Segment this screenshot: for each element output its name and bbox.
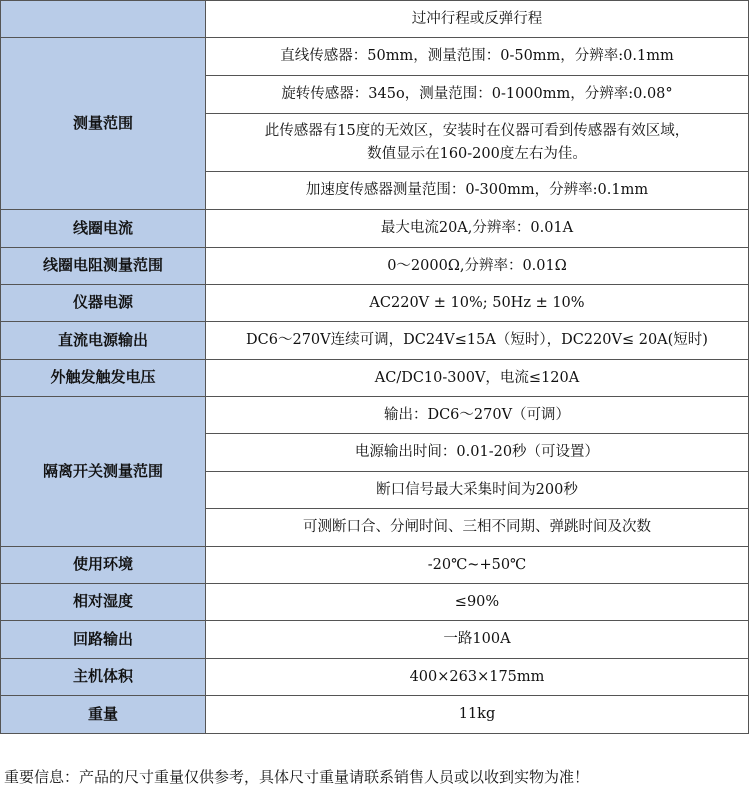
row-label-host-volume: 主机体积	[1, 659, 206, 696]
row-label-instrument-power: 仪器电源	[1, 285, 206, 322]
invalid-zone-line-2: 数值显示在160-200度左右为佳。	[367, 145, 587, 162]
row-label-humidity: 相对湿度	[1, 584, 206, 621]
value-trigger-voltage: AC/DC10-300V，电流≤120A	[206, 360, 749, 397]
row-label-weight: 重量	[1, 696, 206, 734]
row-label-dc-output: 直流电源输出	[1, 322, 206, 360]
value-humidity: ≤90%	[206, 584, 749, 621]
value-loop-output: 一路100A	[206, 621, 749, 659]
blank-header-cell	[1, 1, 206, 38]
row-label-environment: 使用环境	[1, 547, 206, 584]
invalid-zone-line-1: 此传感器有15度的无效区，安装时在仪器可看到传感器有效区域，	[264, 123, 690, 140]
value-isolator-output: 输出：DC6～270V（可调）	[206, 397, 749, 434]
row-label-loop-output: 回路输出	[1, 621, 206, 659]
row-label-isolator-range: 隔离开关测量范围	[1, 397, 206, 547]
row-label-coil-resistance: 线圈电阻测量范围	[1, 248, 206, 285]
row-label-measure-range: 测量范围	[1, 38, 206, 210]
value-measurable-items: 可测断口合、分闸时间、三相不同期、弹跳时间及次数	[206, 509, 749, 547]
value-rotary-sensor: 旋转传感器：345ο，测量范围：0-1000mm，分辨率:0.08°	[206, 76, 749, 114]
value-coil-resistance: 0～2000Ω,分辨率：0.01Ω	[206, 248, 749, 285]
value-accel-sensor: 加速度传感器测量范围：0-300mm，分辨率:0.1mm	[206, 172, 749, 210]
value-invalid-zone-note	[206, 114, 749, 172]
row-label-trigger-voltage: 外触发触发电压	[1, 360, 206, 397]
value-weight: 11kg	[206, 696, 749, 734]
value-host-volume: 400×263×175mm	[206, 659, 749, 696]
value-linear-sensor: 直线传感器：50mm，测量范围：0-50mm，分辨率:0.1mm	[206, 38, 749, 76]
value-power-output-time: 电源输出时间：0.01-20秒（可设置）	[206, 434, 749, 472]
value-instrument-power: AC220V ± 10%; 50Hz ± 10%	[206, 285, 749, 322]
important-note: 重要信息：产品的尺寸重量仅供参考，具体尺寸重量请联系销售人员或以收到实物为准！	[4, 768, 590, 786]
value-coil-current: 最大电流20A,分辨率：0.01A	[206, 210, 749, 248]
row-label-coil-current: 线圈电流	[1, 210, 206, 248]
value-max-acquisition-time: 断口信号最大采集时间为200秒	[206, 472, 749, 509]
value-environment: -20℃~+50℃	[206, 547, 749, 584]
top-value-cell: 过冲行程或反弹行程	[206, 1, 749, 38]
value-dc-output: DC6～270V连续可调，DC24V≤15A（短时），DC220V≤ 20A(短时)	[206, 322, 749, 360]
